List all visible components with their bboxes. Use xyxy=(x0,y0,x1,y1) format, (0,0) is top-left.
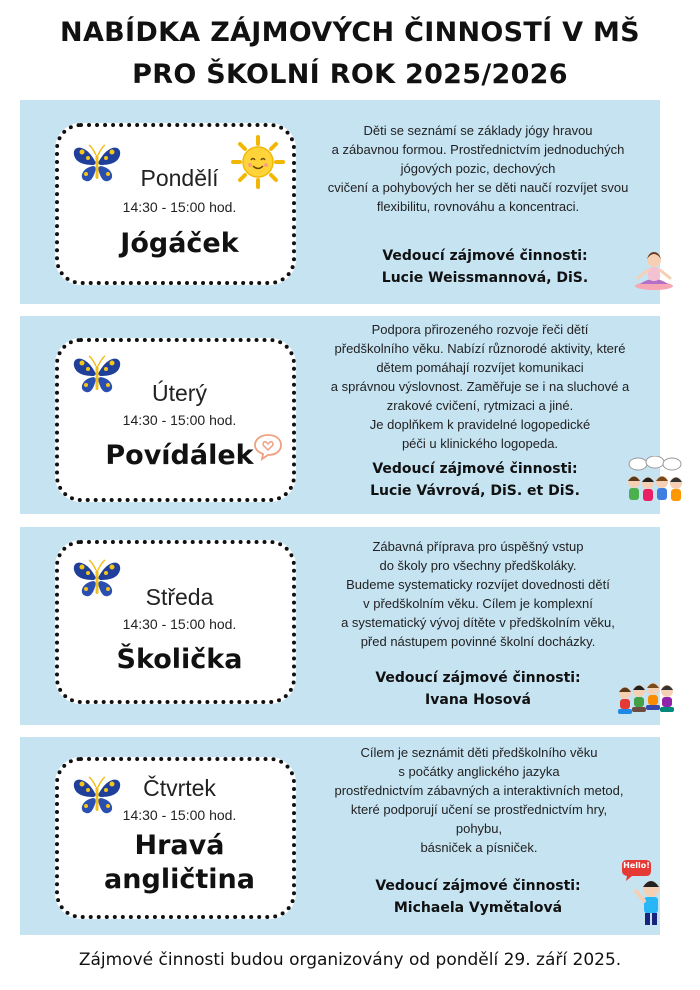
page-title-line1: NABÍDKA ZÁJMOVÝCH ČINNOSTÍ V MŠ xyxy=(60,17,640,48)
leader-name: Michaela Vymětalová xyxy=(393,900,563,916)
activity-description: Cílem je seznámit děti předškolního věku s počátky anglického jazyka prostřednictvím zábavných a interaktivních metod, které podporují učení se prostřednictvím hry, pohybu, básniček a písniček. xyxy=(334,745,624,855)
activity-description: Zábavná příprava pro úspěšný vstup do školy pro všechny předškoláky. Budeme systematicky rozvíjet dovednosti dětí v předškolním věku. Cílem je komplexní a systematický vývoj dítěte v předškolním věku, před nástupem povinné školní docházky. xyxy=(341,539,615,649)
hello-boy-icon xyxy=(618,857,668,927)
activity-leader xyxy=(305,245,665,289)
activity-card xyxy=(55,757,296,919)
activity-day: Středa xyxy=(145,584,214,610)
leader-label: Vedoucí zájmové činnosti: xyxy=(382,248,588,264)
activity-leader xyxy=(308,875,648,919)
leader-name: Ivana Hosová xyxy=(425,692,531,708)
activity-day: Úterý xyxy=(152,380,207,406)
activity-panel-monday xyxy=(20,100,660,304)
activity-panel-thursday xyxy=(20,737,660,935)
activity-time: 14:30 - 15:00 hod. xyxy=(122,199,237,215)
activity-time: 14:30 - 15:00 hod. xyxy=(122,412,237,428)
talking-children-icon xyxy=(624,456,686,506)
leader-name: Lucie Vávrová, DiS. et DiS. xyxy=(370,483,580,499)
activity-card xyxy=(55,338,296,502)
activity-name-line1: Hravá xyxy=(134,830,225,861)
activity-name: Jógáček xyxy=(120,228,239,259)
activity-name-line2: angličtina xyxy=(104,864,255,895)
footer-note: Zájmové činnosti budou organizovány od pondělí 29. září 2025. xyxy=(78,950,622,970)
activity-name: Povídálek xyxy=(105,440,254,471)
activity-panel-wednesday xyxy=(20,527,660,725)
hello-bubble-text: Hello! xyxy=(623,861,650,870)
leader-label: Vedoucí zájmové činnosti: xyxy=(375,878,581,894)
leader-name: Lucie Weissmannová, DiS. xyxy=(381,270,589,286)
activity-time: 14:30 - 15:00 hod. xyxy=(122,807,237,823)
activity-leader xyxy=(308,667,648,711)
activity-card xyxy=(55,123,296,285)
page-title-line2: PRO ŠKOLNÍ ROK 2025/2026 xyxy=(132,59,568,90)
activity-name: Školička xyxy=(116,644,243,675)
yoga-girl-icon xyxy=(632,248,676,292)
sitting-children-icon xyxy=(616,679,678,721)
activity-description: Podpora přirozeného rozvoje řeči dětí předškolního věku. Nabízí různorodé aktivity, které dětem pomáhají rozvíjet komunikaci a správnou výslovnost. Zaměřuje se i na sluchové a zrakové cvičení, rytmizaci a jiné. Je doplňkem k pravidelné logopedické péči u klinického logopeda. xyxy=(330,322,630,451)
activity-time: 14:30 - 15:00 hod. xyxy=(122,616,237,632)
activity-leader xyxy=(305,458,645,502)
activity-day: Čtvrtek xyxy=(143,775,216,801)
leader-label: Vedoucí zájmové činnosti: xyxy=(375,670,581,686)
leader-label: Vedoucí zájmové činnosti: xyxy=(372,461,578,477)
activity-panel-tuesday xyxy=(20,316,660,514)
activity-day: Pondělí xyxy=(140,165,219,191)
activity-description: Děti se seznámí se základy jógy hravou a zábavnou formou. Prostřednictvím jednoduchých jógových pozic, dechových cvičení a pohybových her se děti naučí rozvíjet svou flexibilitu, rovnováhu a koncentraci. xyxy=(327,123,629,214)
activity-card xyxy=(55,540,296,704)
